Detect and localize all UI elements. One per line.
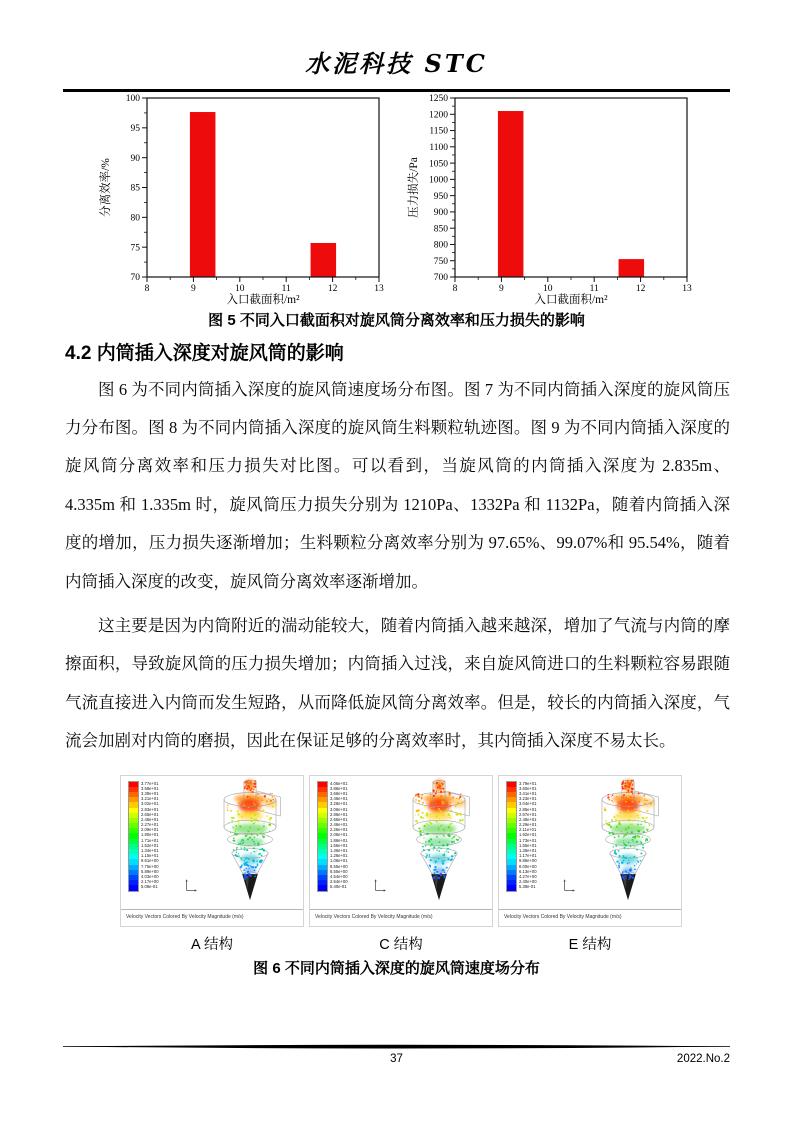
svg-text:950: 950 <box>433 191 448 202</box>
section-heading: 4.2 内筒插入深度对旋风筒的影响 <box>65 342 344 364</box>
svg-text:900: 900 <box>433 207 448 218</box>
cfd-image-e <box>499 776 681 909</box>
cyclone-velocity-field <box>197 777 303 907</box>
svg-text:1250: 1250 <box>428 93 448 104</box>
journal-title: 水泥科技 STC <box>305 49 488 78</box>
svg-text:12: 12 <box>327 283 337 294</box>
svg-text:12: 12 <box>635 283 645 294</box>
cfd-panel-e <box>498 775 682 927</box>
figure6-panel-labels <box>120 933 793 954</box>
svg-text:75: 75 <box>130 242 140 253</box>
panel-label-e: E 结构 <box>568 936 612 953</box>
svg-text:850: 850 <box>433 223 448 234</box>
svg-text:1150: 1150 <box>428 126 448 137</box>
svg-text:95: 95 <box>130 123 140 134</box>
cyclone-velocity-field <box>386 777 492 907</box>
svg-text:10: 10 <box>542 283 553 294</box>
svg-text:1000: 1000 <box>428 175 448 186</box>
svg-text:800: 800 <box>433 240 448 251</box>
cfd-panel-a <box>120 775 304 927</box>
svg-text:85: 85 <box>130 183 140 194</box>
svg-text:13: 13 <box>681 283 692 294</box>
figure5-caption: 图 5 不同入口截面积对旋风筒分离效率和压力损失的影响 <box>208 311 585 329</box>
svg-text:80: 80 <box>130 213 140 224</box>
footer-rule <box>63 1042 730 1052</box>
svg-text:10: 10 <box>234 283 245 294</box>
figure6-caption: 图 6 不同内筒插入深度的旋风筒速度场分布 <box>253 959 540 977</box>
page-number: 37 <box>390 1053 403 1065</box>
cfd-image-c <box>310 776 492 909</box>
page-footer <box>0 1042 793 1071</box>
svg-text:9: 9 <box>498 283 504 294</box>
svg-text:入口截面积/m²: 入口截面积/m² <box>533 293 608 306</box>
issue-number: 2022.No.2 <box>676 1053 730 1065</box>
svg-text:8: 8 <box>452 283 457 294</box>
svg-text:90: 90 <box>130 153 140 164</box>
cfd-image-a <box>121 776 303 909</box>
axis-triad-icon <box>183 877 201 895</box>
panel-label-c: C 结构 <box>379 936 423 953</box>
svg-text:13: 13 <box>373 283 384 294</box>
velocity-colorbar <box>317 781 328 892</box>
axis-triad-icon <box>561 877 579 895</box>
axis-triad-icon <box>372 877 390 895</box>
svg-text:9: 9 <box>190 283 196 294</box>
velocity-legend-values: 3.79e+01 3.60e+01 3.41e+01 3.23e+01 3.04e+01 2.85e+01 2.67e+01 2.48e+01 2.29e+01 2.11e+01 1.92e+01 1.73e+01 1.55e+01 1.36e+01 1.17e+01 9.86e+00 8.00e+00 6.13e+00 4.27e+00 2.40e+00 5.38e-01 <box>519 780 537 890</box>
cyclone-velocity-field <box>575 777 681 907</box>
chart-pressure-loss <box>405 94 697 306</box>
svg-text:100: 100 <box>125 93 140 104</box>
svg-text:1200: 1200 <box>428 109 448 120</box>
svg-text:70: 70 <box>130 272 140 283</box>
svg-text:1050: 1050 <box>428 158 448 169</box>
page-header <box>0 0 793 79</box>
svg-text:分离效率/%: 分离效率/% <box>99 157 112 217</box>
svg-text:压力损失/Pa: 压力损失/Pa <box>407 156 420 218</box>
cfd-panel-c <box>309 775 493 927</box>
svg-text:11: 11 <box>589 283 599 294</box>
panel-caption: Velocity Vectors Colored By Velocity Magnitude (m/s) <box>121 909 303 926</box>
velocity-legend-values: 3.77e+01 3.58e+01 3.39e+01 3.21e+01 3.02e+01 2.83e+01 2.65e+01 2.46e+01 2.27e+01 2.09e+01 1.90e+01 1.71e+01 1.52e+01 1.34e+01 1.15e+01 9.61e+00 7.75e+00 5.89e+00 4.03e+00 2.17e+00 5.08e-01 <box>141 780 159 890</box>
panel-label-a: A 结构 <box>191 936 233 953</box>
svg-text:8: 8 <box>144 283 149 294</box>
svg-text:入口截面积/m²: 入口截面积/m² <box>225 293 300 306</box>
svg-text:750: 750 <box>433 256 448 267</box>
svg-text:11: 11 <box>281 283 291 294</box>
header-rule <box>63 89 730 92</box>
panel-caption: Velocity Vectors Colored By Velocity Magnitude (m/s) <box>310 909 492 926</box>
velocity-legend-values: 4.06e+01 3.86e+01 3.66e+01 3.46e+01 3.26e+01 3.06e+01 2.86e+01 2.66e+01 2.46e+01 2.26e+01 2.06e+01 1.86e+01 1.66e+01 1.46e+01 1.26e+01 1.06e+01 8.55e+00 6.55e+00 4.54e+00 2.54e+00 5.40e-01 <box>330 780 348 890</box>
paragraph-1: 图 6 为不同内筒插入深度的旋风筒速度场分布图。图 7 为不同内筒插入深度的旋风筒压力分布图。图 8 为不同内筒插入深度的旋风筒生料颗粒轨迹图。图 9 为不同内筒插入深度的旋风筒分离效率和压力损失对比图。可以看到，当旋风筒的内筒插入深度为 2.835m、4.335m 和 1.335m 时，旋风筒压力损失分别为 1210Pa、1332Pa 和 1132Pa，随着内筒插入深度的增加，压力损失逐渐增加；生料颗粒分离效率分别为 97.65%、99.07%和 95.54%，随着内筒插入深度的改变，旋风筒分离效率逐渐增加。 <box>65 379 730 591</box>
velocity-colorbar <box>506 781 517 892</box>
velocity-colorbar <box>128 781 139 892</box>
figure6 <box>120 775 793 927</box>
figure5 <box>0 94 793 306</box>
chart-separation-efficiency <box>97 94 389 306</box>
panel-caption: Velocity Vectors Colored By Velocity Magnitude (m/s) <box>499 909 681 926</box>
svg-text:1100: 1100 <box>428 142 448 153</box>
svg-text:700: 700 <box>433 272 448 283</box>
paragraph-2: 这主要是因为内筒附近的湍动能较大，随着内筒插入越来越深，增加了气流与内筒的摩擦面积，导致旋风筒的压力损失增加；内筒插入过浅，来自旋风筒进口的生料颗粒容易跟随气流直接进入内筒而发生短路，从而降低旋风筒分离效率。但是，较长的内筒插入深度，气流会加剧对内筒的磨损，因此在保证足够的分离效率时，其内筒插入深度不易太长。 <box>65 615 730 751</box>
